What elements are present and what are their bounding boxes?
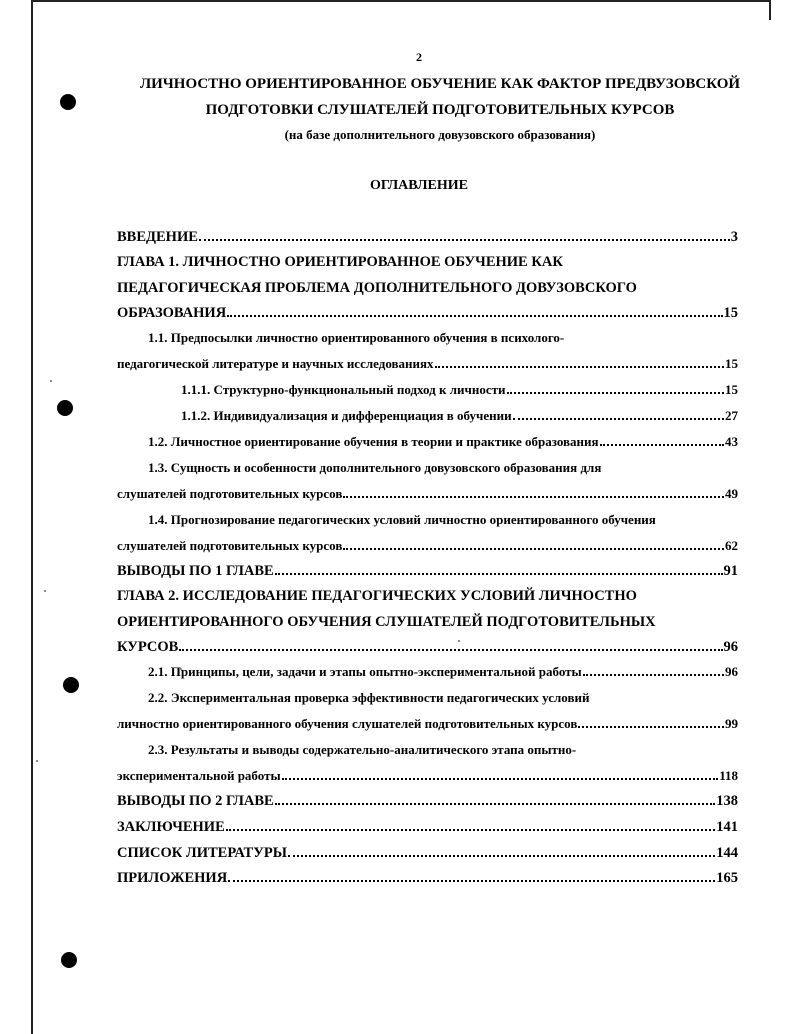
toc-leader-dots xyxy=(513,418,724,420)
toc-entry-section-1-3 xyxy=(117,483,738,505)
toc-entry-text: слушателей подготовительных курсов xyxy=(117,538,343,553)
toc-entry-page: 15 xyxy=(725,356,738,371)
toc-entry-section-1-1-2 xyxy=(181,405,738,427)
toc-entry-page: 118 xyxy=(719,768,738,783)
toc-entry-section-2-3-line-1: 2.3. Результаты и выводы содержательно-аналитического этапа опытно- xyxy=(148,742,577,757)
toc-entry-chapter-2-conclusions xyxy=(117,790,738,812)
toc-entry-page: 49 xyxy=(725,486,738,501)
toc-entry-page: 62 xyxy=(725,538,738,553)
toc-leader-dots xyxy=(227,315,722,317)
toc-entry-page: 99 xyxy=(725,716,738,731)
toc-entry-section-2-3 xyxy=(117,765,738,787)
toc-entry-page: 96 xyxy=(723,639,738,655)
toc-entry-text: КУРСОВ xyxy=(117,639,179,655)
toc-entry-page: 138 xyxy=(716,793,738,809)
toc-entry-page: 3 xyxy=(730,229,738,245)
toc-entry-conclusion xyxy=(117,816,738,838)
toc-entry-text: 2.1. Принципы, цели, задачи и этапы опытно-экспериментальной работы xyxy=(148,664,582,679)
toc-entry-text: экспериментальной работы xyxy=(117,768,281,783)
toc-leader-dots xyxy=(282,778,719,780)
toc-entry-chapter-1-conclusions xyxy=(117,560,738,582)
toc-entry-page: 15 xyxy=(723,305,738,321)
toc-leader-dots xyxy=(228,880,715,882)
toc-leader-dots xyxy=(226,829,715,831)
document-title-line-1: ЛИЧНОСТНО ОРИЕНТИРОВАННОЕ ОБУЧЕНИЕ КАК ФАКТОР ПРЕДВУЗОВСКОЙ xyxy=(139,76,741,92)
toc-leader-dots xyxy=(600,444,724,446)
toc-leader-dots xyxy=(507,392,725,394)
toc-entry-chapter-1 xyxy=(117,302,738,324)
toc-entry-references xyxy=(117,842,738,864)
toc-entry-text: ВВЕДЕНИЕ xyxy=(117,229,198,245)
toc-entry-text: ВЫВОДЫ ПО 2 ГЛАВЕ xyxy=(117,793,274,809)
toc-entry-page: 15 xyxy=(725,382,738,397)
toc-leader-dots xyxy=(179,649,722,651)
toc-entry-page: 96 xyxy=(725,664,738,679)
toc-entry-section-2-1 xyxy=(148,661,738,683)
document-subtitle: (на базе дополнительного довузовского образования) xyxy=(284,127,596,142)
toc-entry-section-2-2-line-1: 2.2. Экспериментальная проверка эффективности педагогических условий xyxy=(148,690,590,705)
toc-entry-text: 1.1.2. Индивидуализация и дифференциация в обучении xyxy=(181,408,512,423)
toc-leader-dots xyxy=(435,366,724,368)
document-title-line-2: ПОДГОТОВКИ СЛУШАТЕЛЕЙ ПОДГОТОВИТЕЛЬНЫХ КУРСОВ xyxy=(205,102,675,118)
toc-entry-text: 1.2. Личностное ориентирование обучения в теории и практике образования xyxy=(148,434,599,449)
toc-entry-text: 1.1.1. Структурно-функциональный подход к личности xyxy=(181,382,506,397)
page-number: 2 xyxy=(416,50,422,64)
toc-entry-appendices xyxy=(117,867,738,889)
toc-leader-dots xyxy=(288,855,715,857)
toc-entry-section-1-1 xyxy=(117,353,738,375)
toc-leader-dots xyxy=(343,496,724,498)
toc-entry-text: личностно ориентированного обучения слушателей подготовительных курсов xyxy=(117,716,578,731)
toc-entry-section-1-3-line-1: 1.3. Сущность и особенности дополнительного довузовского образования для xyxy=(148,460,602,475)
toc-leader-dots xyxy=(199,239,730,241)
toc-entry-page: 91 xyxy=(723,563,738,579)
toc-entry-text: ОБРАЗОВАНИЯ xyxy=(117,305,227,321)
toc-entry-text: ПРИЛОЖЕНИЯ xyxy=(117,870,228,886)
toc-entry-text: педагогической литературе и научных исследованиях xyxy=(117,356,434,371)
toc-entry-page: 43 xyxy=(725,434,738,449)
toc-leader-dots xyxy=(578,726,724,728)
toc-leader-dots xyxy=(275,573,723,575)
toc-entry-introduction xyxy=(117,226,738,248)
toc-leader-dots xyxy=(275,803,716,805)
toc-entry-section-1-1-line-1: 1.1. Предпосылки личностно ориентированного обучения в психолого- xyxy=(148,330,565,345)
toc-entry-section-1-4-line-1: 1.4. Прогнозирование педагогических условий личностно ориентированного обучения xyxy=(148,512,656,527)
toc-entry-section-1-2 xyxy=(148,431,738,453)
toc-entry-chapter-2-line-2: ОРИЕНТИРОВАННОГО ОБУЧЕНИЯ СЛУШАТЕЛЕЙ ПОДГОТОВИТЕЛЬНЫХ xyxy=(117,614,656,630)
toc-entry-text: ЗАКЛЮЧЕНИЕ xyxy=(117,819,225,835)
toc-entry-section-1-4 xyxy=(117,535,738,557)
toc-entry-text: слушателей подготовительных курсов xyxy=(117,486,343,501)
toc-entry-chapter-2-line-1: ГЛАВА 2. ИССЛЕДОВАНИЕ ПЕДАГОГИЧЕСКИХ УСЛОВИЙ ЛИЧНОСТНО xyxy=(117,588,637,604)
toc-entry-chapter-1-line-1: ГЛАВА 1. ЛИЧНОСТНО ОРИЕНТИРОВАННОЕ ОБУЧЕНИЕ КАК xyxy=(117,254,563,270)
toc-entry-section-2-2 xyxy=(117,713,738,735)
toc-entry-page: 27 xyxy=(725,408,738,423)
toc-entry-page: 144 xyxy=(716,845,738,861)
toc-entry-text: ВЫВОДЫ ПО 1 ГЛАВЕ xyxy=(117,563,274,579)
toc-entry-section-1-1-1 xyxy=(181,379,738,401)
toc-entry-text: СПИСОК ЛИТЕРАТУРЫ xyxy=(117,845,287,861)
toc-entry-chapter-1-line-2: ПЕДАГОГИЧЕСКАЯ ПРОБЛЕМА ДОПОЛНИТЕЛЬНОГО ДОВУЗОВСКОГО xyxy=(117,280,637,296)
toc-leader-dots xyxy=(343,548,724,550)
toc-entry-page: 141 xyxy=(716,819,738,835)
toc-entry-page: 165 xyxy=(716,870,738,886)
toc-entry-chapter-2 xyxy=(117,636,738,658)
toc-leader-dots xyxy=(583,674,724,676)
toc-heading: ОГЛАВЛЕНИЕ xyxy=(370,178,468,193)
